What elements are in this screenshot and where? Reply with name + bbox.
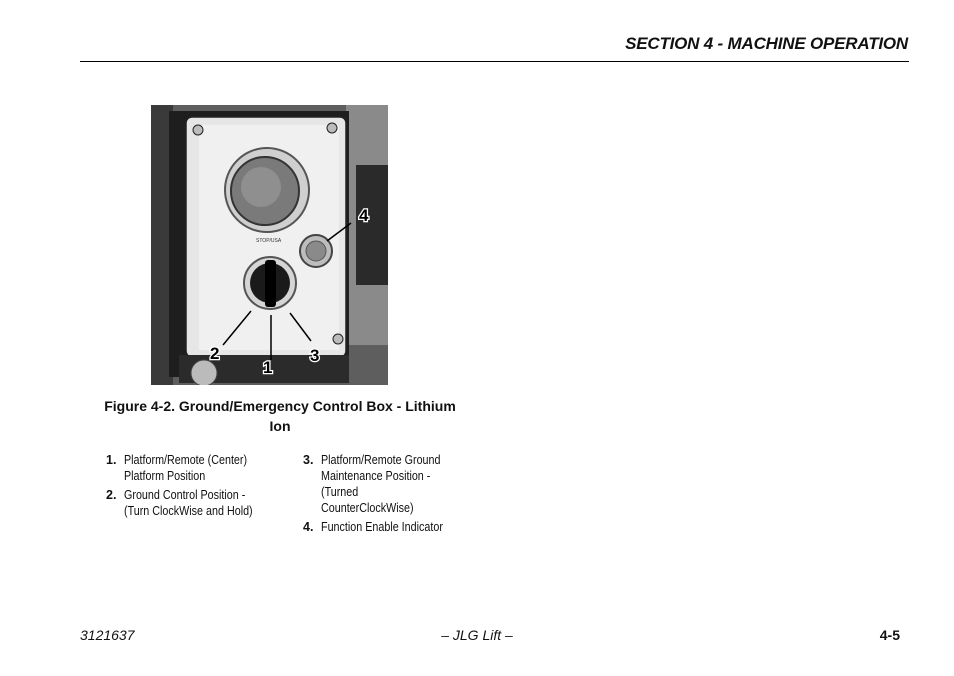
legend-text: Platform/Remote Ground Maintenance Position - (Turned CounterClockWise) <box>321 453 441 515</box>
footer-title: – JLG Lift – <box>441 627 513 643</box>
callout-3: 3 <box>310 346 320 365</box>
legend-text: Platform/Remote (Center) Platform Position <box>124 453 248 483</box>
legend-column-left <box>106 452 281 522</box>
legend-number: 3. <box>303 453 314 467</box>
button-label: STOP/USA <box>256 238 282 244</box>
section-title: SECTION 4 - MACHINE OPERATION <box>625 34 908 53</box>
legend-number: 1. <box>106 453 117 467</box>
legend-text: Ground Control Position - (Turn ClockWise and Hold) <box>124 488 253 518</box>
legend-item <box>303 519 473 535</box>
header-rule <box>80 61 909 62</box>
figure-caption <box>80 396 480 436</box>
callout-1: 1 <box>263 358 273 377</box>
legend-number: 4. <box>303 520 314 534</box>
page-number: 4-5 <box>879 627 900 643</box>
legend-item <box>106 452 281 484</box>
figure-caption-line-1: Figure 4-2. Ground/Emergency Control Box - Lithium <box>104 398 456 414</box>
legend-number: 2. <box>106 488 117 502</box>
legend-item <box>303 452 473 516</box>
legend-item <box>106 487 281 519</box>
callout-2: 2 <box>210 344 220 363</box>
control-box-photo <box>151 105 388 385</box>
callout-4: 4 <box>359 206 369 225</box>
document-number: 3121637 <box>80 627 135 643</box>
legend-column-right <box>303 452 473 538</box>
legend-text: Function Enable Indicator <box>321 520 443 534</box>
figure-caption-line-2: Ion <box>269 418 291 434</box>
